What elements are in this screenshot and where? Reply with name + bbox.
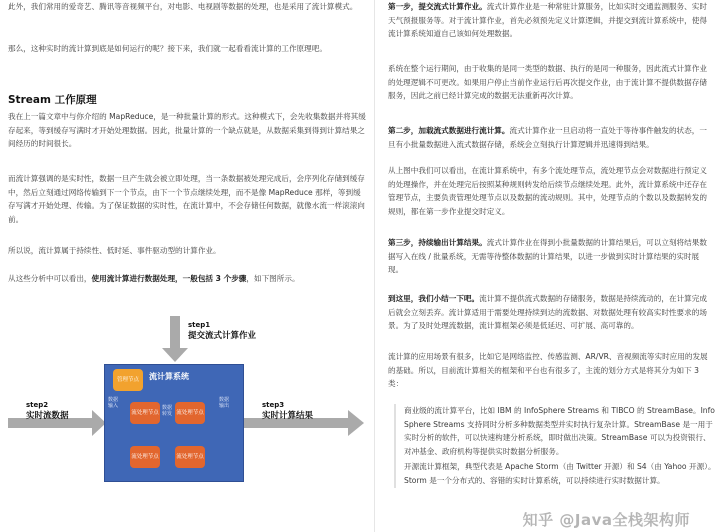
data-output-label: 数据输出 <box>219 397 230 409</box>
open-source-frameworks-item: 开源流计算框架，典型代表是 Apache Storm（由 Twitter 开源）和 S4（由 Yahoo 开源）。Storm 是一个分布式的、容错的实时计算系统，可以持续进行实时数据计算。 <box>404 462 716 485</box>
watermark: 知乎 @Java全栈架构师 <box>522 511 690 529</box>
step2-paragraph: 第二步，加载流式数据进行流计算。流式计算作业一旦启动将一直处于等待事件触发的状态，一旦有小批量数据进入流式数据存储，系统会立刻执行计算逻辑并迅速得到结果。 <box>388 126 707 149</box>
step1-arrow-head <box>162 348 188 362</box>
framework-list <box>394 404 716 488</box>
stream-system-box <box>104 364 244 482</box>
system-title: 流计算系统 <box>149 372 189 381</box>
step1-arrow-shaft <box>170 316 180 348</box>
management-node: 管理节点 <box>113 369 143 391</box>
column-divider <box>374 0 375 532</box>
step2-detail-paragraph: 从上图中我们可以看出，在流计算系统中，有多个流处理节点，流处理节点会对数据进行预定义的处理操作，并在处理完后按照某种规则转发给后续节点继续处理。此外，流计算系统中还存在管理节点，主要负责管理处理节点以及数据的流动规则。其中，处理节点的个数以及数据转发的规则，都在第一步作业提交时定义。 <box>388 166 707 216</box>
processing-node-4: 流处理节点 <box>175 446 205 468</box>
paragraph-summary: 所以说，流计算属于持续性、低时延、事件驱动型的计算作业。 <box>8 246 221 255</box>
step1-paragraph: 第一步，提交流式计算作业。流式计算作业是一种常驻计算服务，比如实时交通监测服务、实时天气预报服务等。对于流计算作业，首先必须预先定义计算逻辑，并提交到流计算系统中，使得流计算系统知道自己该如何处理数据。 <box>388 2 707 39</box>
step3-arrow-head <box>348 410 364 436</box>
paragraph-batch: 我在上一篇文章中与你介绍的 MapReduce，是一种批量计算的形式。这种模式下，会先收集数据并将其缓存起来，等到缓存写满时才开始处理数据。因此，批量计算的一个缺点就是，从数据采集到得到计算结果之间经历的时间很长。 <box>8 112 366 149</box>
paragraph-transition: 那么，这种实时的流计算到底是如何运行的呢？接下来，我们就一起看看流计算的工作原理吧。 <box>8 44 327 53</box>
data-input-label: 数据输入 <box>108 397 119 409</box>
processing-node-3: 流处理节点 <box>175 402 205 424</box>
applications-paragraph: 流计算的应用场景有很多，比如它是网络监控、传感监测、AR/VR、音视频流等实时应用的发展的基础。所以，目前流计算相关的框架和平台也有很多了，主流的划分方式是将其分为如下 3 类： <box>388 352 708 389</box>
paragraph-stream: 而流计算强调的是实时性，数据一旦产生就会被立即处理，当一条数据被处理完成后，会序列化存储到缓存中，然后立刻通过网络传输到下一个节点，由下一个节点继续处理，而不是像 MapReduce 那样，等到缓存写满才开始处理、传输。为了保证数据的实时性，在流计算中，不会存储任何数据，就像水流一样滚滚向前。 <box>8 174 365 224</box>
data-forward-label: 数据转发 <box>162 405 173 417</box>
section-heading: Stream 工作原理 <box>8 94 97 106</box>
step2-label: step2 实时流数据 <box>26 401 69 421</box>
paragraph-steps: 从这些分析中可以看出，使用流计算进行数据处理，一般包括 3 个步骤，如下图所示。 <box>8 274 300 283</box>
processing-node-2: 流处理节点 <box>130 446 160 468</box>
step1-detail-paragraph: 系统在整个运行期间，由于收集的是同一类型的数据、执行的是同一种服务，因此流式计算作业的处理逻辑不可更改。如果用户停止当前作业运行后再次提交作业，由于流计算不提供数据存储服务，因此之前已经计算完成的数据无法重新再次计算。 <box>388 64 707 101</box>
step3-label: step3 实时计算结果 <box>262 401 314 421</box>
paragraph-intro: 此外，我们常用的爱奇艺、腾讯等音视频平台，对电影、电视剧等数据的处理，也是采用了流计算模式。 <box>8 2 358 11</box>
processing-node-1: 流处理节点 <box>130 402 160 424</box>
step3-paragraph: 第三步，持续输出计算结果。流式计算作业在得到小批量数据的计算结果后，可以立刻将结果数据写入在线 / 批量系统，无需等待整体数据的计算结果，以进一步做到实时计算结果的实时展现。 <box>388 238 707 275</box>
stream-flow-diagram <box>8 316 366 486</box>
recap-paragraph: 到这里，我们小结一下吧。流计算不提供流式数据的存储服务，数据是持续流动的，在计算完成后就会立刻丢弃。流计算适用于需要处理持续到达的流数据、对数据处理有较高实时性要求的场景。为了及时处理流数据，流计算框架必须是低延迟、可扩展、高可靠的。 <box>388 294 707 331</box>
commercial-platforms-item: 商业级的流计算平台，比如 IBM 的 InfoSphere Streams 和 TIBCO 的 StreamBase。InfoSphere Streams 支持同时分析多种数据类型并实时执行复杂计算。StreamBase 是一用于实时分析的软件，可以快速构建分析系统，即时做出决策。StreamBase 可以为投资银行、对冲基金、政府机构等提供实时数据分析服务。 <box>404 406 715 456</box>
step1-label: step1 提交流式计算作业 <box>188 321 257 341</box>
